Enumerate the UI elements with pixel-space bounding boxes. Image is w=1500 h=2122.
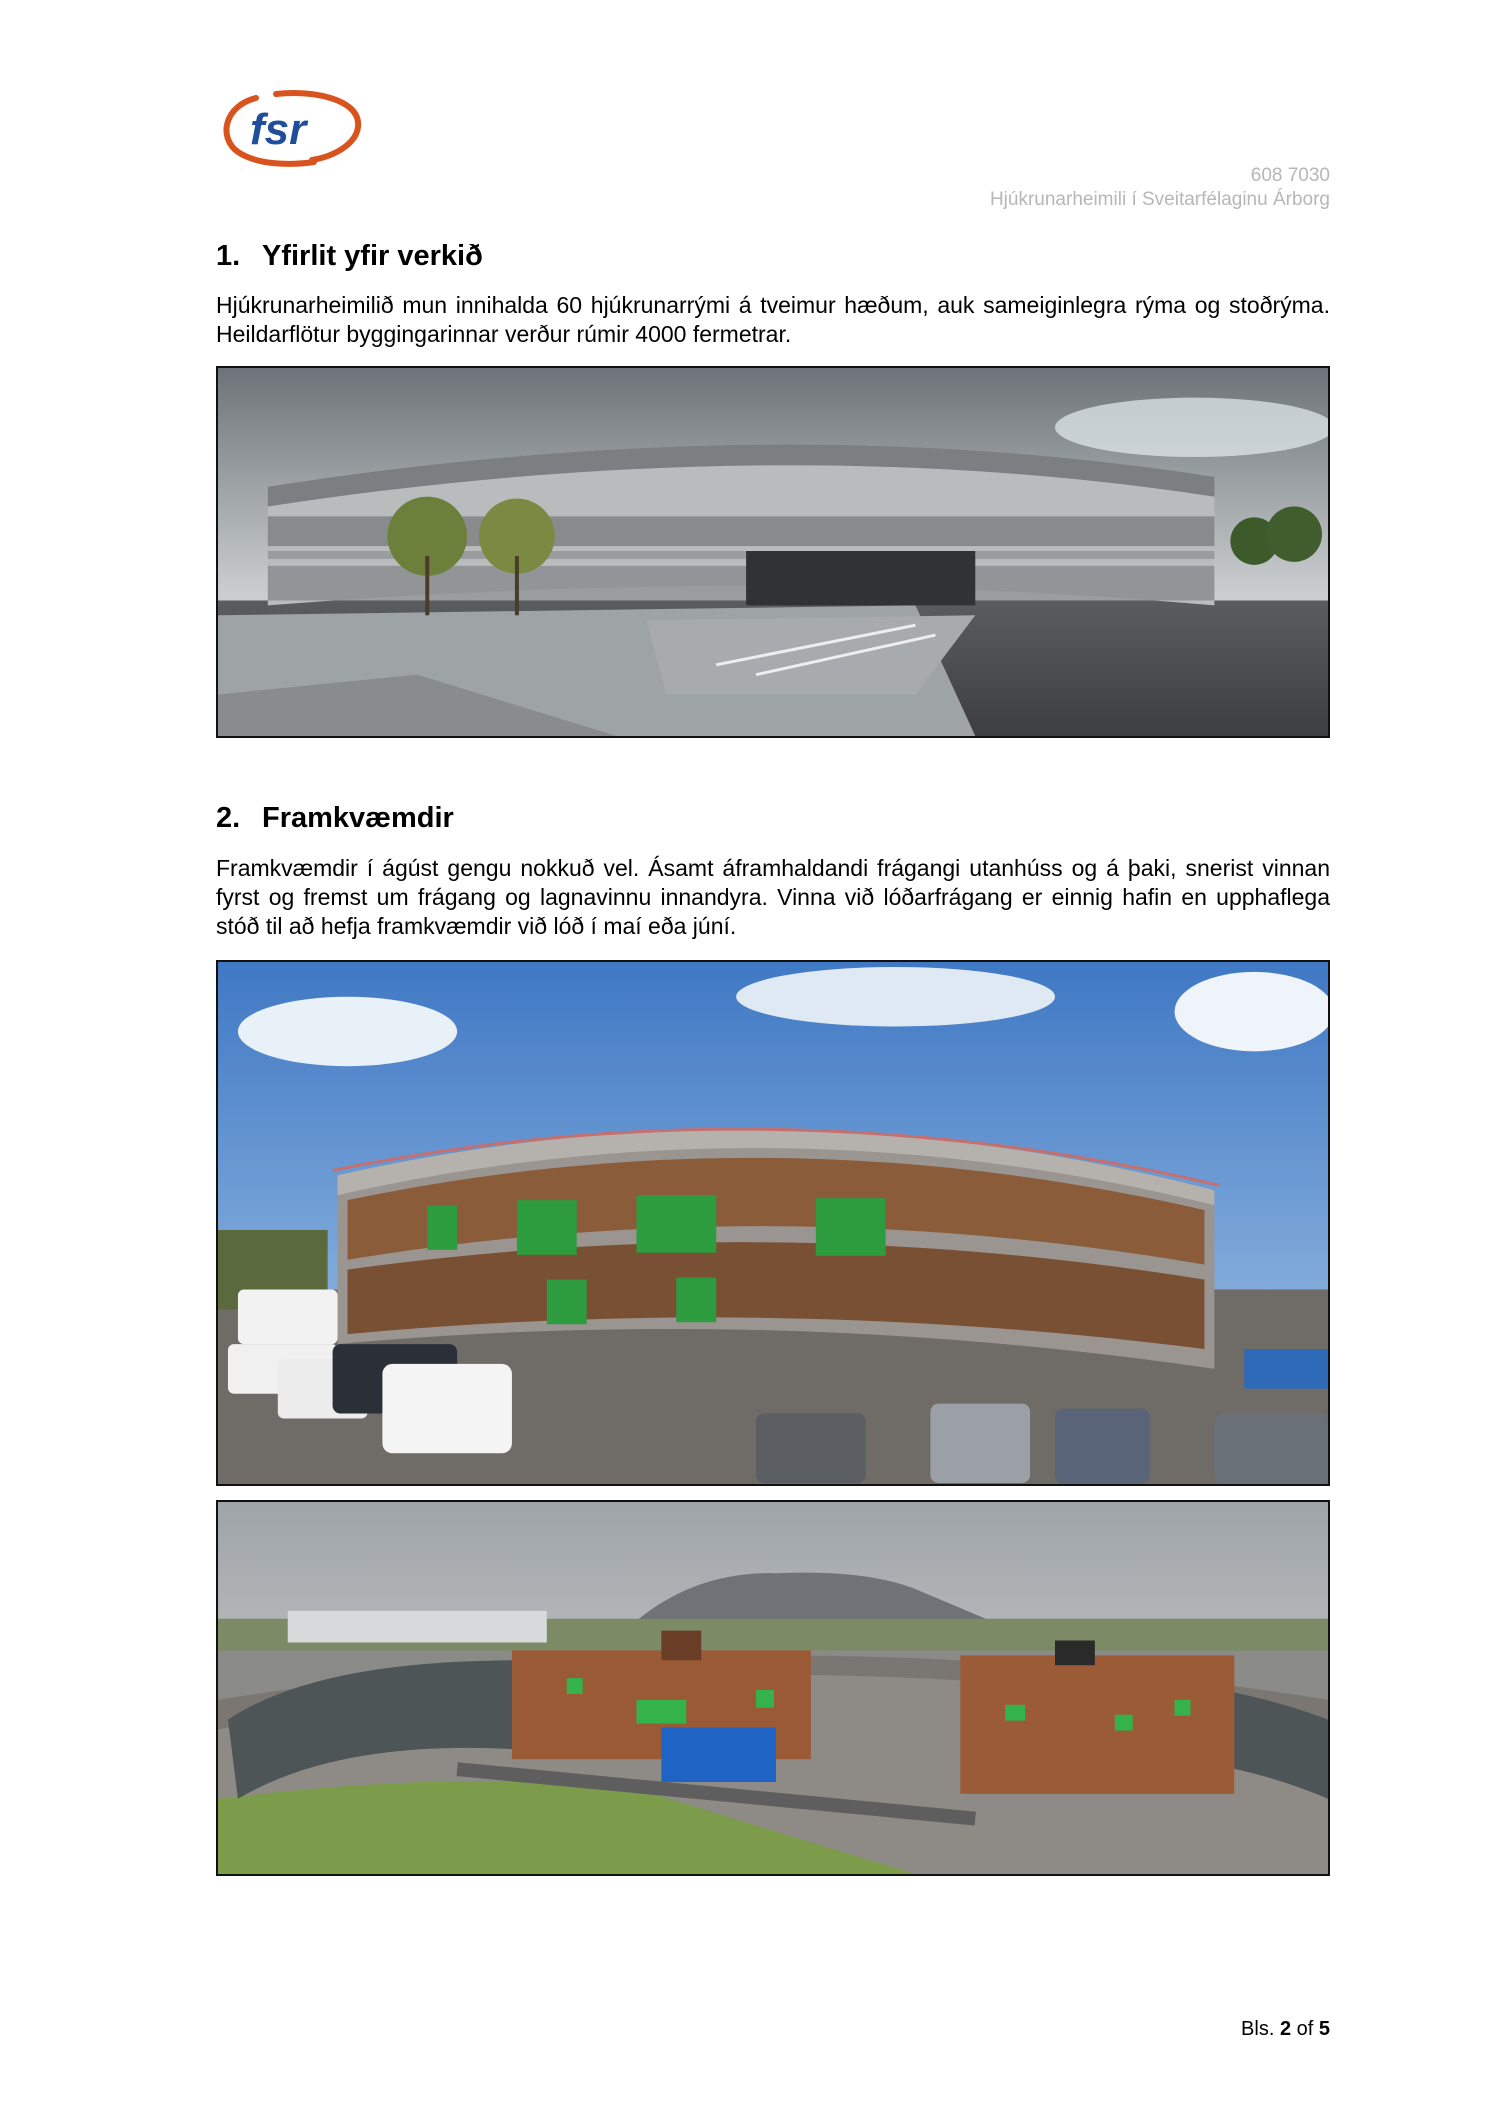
construction-front-photo [216,960,1330,1486]
page-number [1241,2018,1330,2041]
current-page: 2 [1279,2018,1292,2040]
construction-aerial-photo [216,1500,1330,1876]
section-1-title: Yfirlit yfir verkið [262,240,483,272]
section-1-heading [216,240,483,273]
logo-wordmark: fsr [250,105,307,154]
document-header [990,164,1330,212]
section-2-number: 2. [216,802,241,834]
page-prefix: Bls. [1241,2018,1275,2040]
page-of: of [1296,2018,1314,2040]
section-2-body: Framkvæmdir í ágúst gengu nokkuð vel. Ásamt áframhaldandi frágangi utanhúss og á þaki, snerist vinnan fyrst og fremst um frágang og lagnavinnu innandyra. Vinna við lóðarfrágang er einnig hafin en upphaflega stóð til að hefja framkvæmdir við lóð í maí eða júní. [216,855,1330,939]
section-2-title: Framkvæmdir [262,802,454,834]
section-1-body: Hjúkrunarheimilið mun innihalda 60 hjúkrunarrými á tveimur hæðum, auk sameiginlegra rýma og stoðrýma. Heildarflötur byggingarinnar verður rúmir 4000 fermetrar. [216,292,1330,347]
project-number: 608 7030 [1250,165,1330,186]
section-1-number: 1. [216,240,241,272]
project-name: Hjúkrunarheimili í Sveitarfélaginu Árborg [989,189,1330,210]
building-rendering-image [216,366,1330,738]
total-pages: 5 [1318,2018,1330,2040]
section-2-heading [216,802,454,835]
fsr-logo [216,86,364,174]
